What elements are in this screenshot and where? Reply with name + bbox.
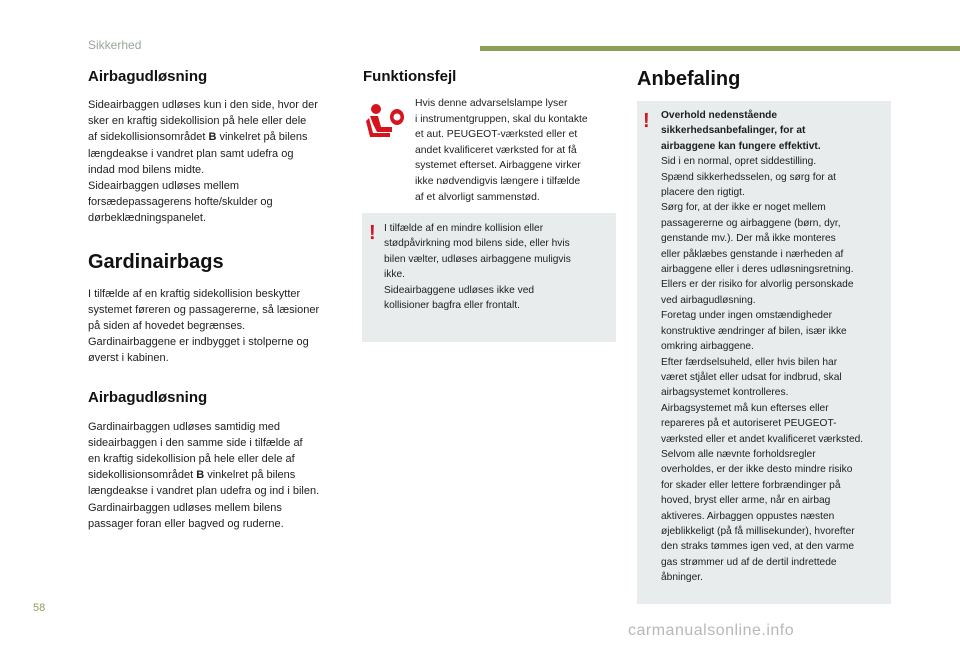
heading-curtain-deployment: Airbagudløsning	[88, 388, 208, 406]
warning-exclamation-icon: !	[369, 222, 376, 244]
heading-malfunction: Funktionsfejl	[363, 68, 457, 85]
recommendation-box	[637, 101, 891, 604]
warning-exclamation-icon: !	[643, 110, 650, 132]
section-title: Sikkerhed	[88, 38, 142, 52]
heading-recommendation: Anbefaling	[637, 68, 741, 90]
paragraph-curtain-deployment: Gardinairbaggen udløses samtidig med sideairbaggen i den samme side i tilfælde af en kraftig sidekollision på hele eller dele af sidekollisionsområdet B vinkelret på bilens længdeakse i vandret plan udefra og ind i bilen. Gardinairbaggen udløses mellem bilens passager foran eller bagved og ruderne.	[88, 420, 320, 530]
recommendation-text: Overhold nedenstående sikkerhedsanbefalinger, for at airbaggene kan fungere effektivt. Sid i en normal, opret siddestilling. Spænd sikkerhedsselen, og sørg for at placere den rigtigt. Sørg for, at der ikke er noget mellem passagererne og airbaggene (børn, dyr, genstande mv.). Der må ikke monteres eller påklæbes genstande i nærheden af airbaggene eller i deres udløsningsretning. Ellers er der risiko for alvorlig personskade ved airbagudløsning. Foretag under ingen omstændigheder konstruktive ændringer af bilen, især ikke omkring airbaggene. Efter færdselsuheld, eller hvis bilen har været stjålet eller udsat for indbrud, skal airbagsystemet kontrolleres. Airbagsystemet må kun efterses eller repareres på et autoriseret PEUGEOT- værksted eller et andet kvalificeret værksted. Selvom alle nævnte forholdsregler overholdes, er der ikke desto mindre risiko for skader eller lettere forbrændinger på hoved, bryst eller arme, når en airbag aktiveres. Airbaggen oppustes næsten øjeblikkeligt (på få millisekunder), hvorefter den straks tømmes igen ved, at den varme gas strømmer ud af de dertil indrettede åbninger.	[661, 110, 864, 584]
warning-box-minor-collision	[362, 213, 616, 342]
paragraph-side-airbag: Sideairbaggen udløses kun i den side, hvor der sker en kraftig sidekollision på hele eller dele af sidekollisionsområdet B vinkelret på bilens længdeakse i vandret plan samt udefra og indad mod bilens midte. Sideairbaggen udløses mellem forsædepassagerens hofte/skulder og dørbeklædningspanelet.	[88, 99, 318, 225]
airbag-warning-lamp-icon	[364, 103, 406, 141]
page-number: 58	[33, 602, 46, 614]
paragraph-curtain-airbags: I tilfælde af en kraftig sidekollision beskytter systemet føreren og passagererne, så læsioner på siden af hovedet begrænses. Gardinairbaggene er indbygget i stolperne og øverst i kabinen.	[88, 287, 320, 365]
paragraph-warning-lamp: Hvis denne advarselslampe lyser i instrumentgruppen, skal du kontakte et aut. PEUGEOT-værksted eller et andet kvalificeret værksted for at få systemet efterset. Airbaggene virker ikke nødvendigvis længere i tilfælde af et alvorligt sammenstød.	[415, 98, 588, 203]
column-left	[88, 68, 353, 532]
header-accent-bar	[480, 46, 960, 51]
warning-text-minor-collision: I tilfælde af en mindre kollision eller stødpåvirkning mod bilens side, eller hvis bilen vælter, udløses airbaggene muligvis ikke. Sideairbaggene udløses ikke ved kollisioner bagfra eller frontalt.	[384, 223, 571, 312]
heading-airbag-deployment: Airbagudløsning	[88, 68, 208, 85]
watermark-link[interactable]: carmanualsonline.info	[628, 622, 795, 639]
heading-curtain-airbags: Gardinairbags	[88, 250, 224, 273]
